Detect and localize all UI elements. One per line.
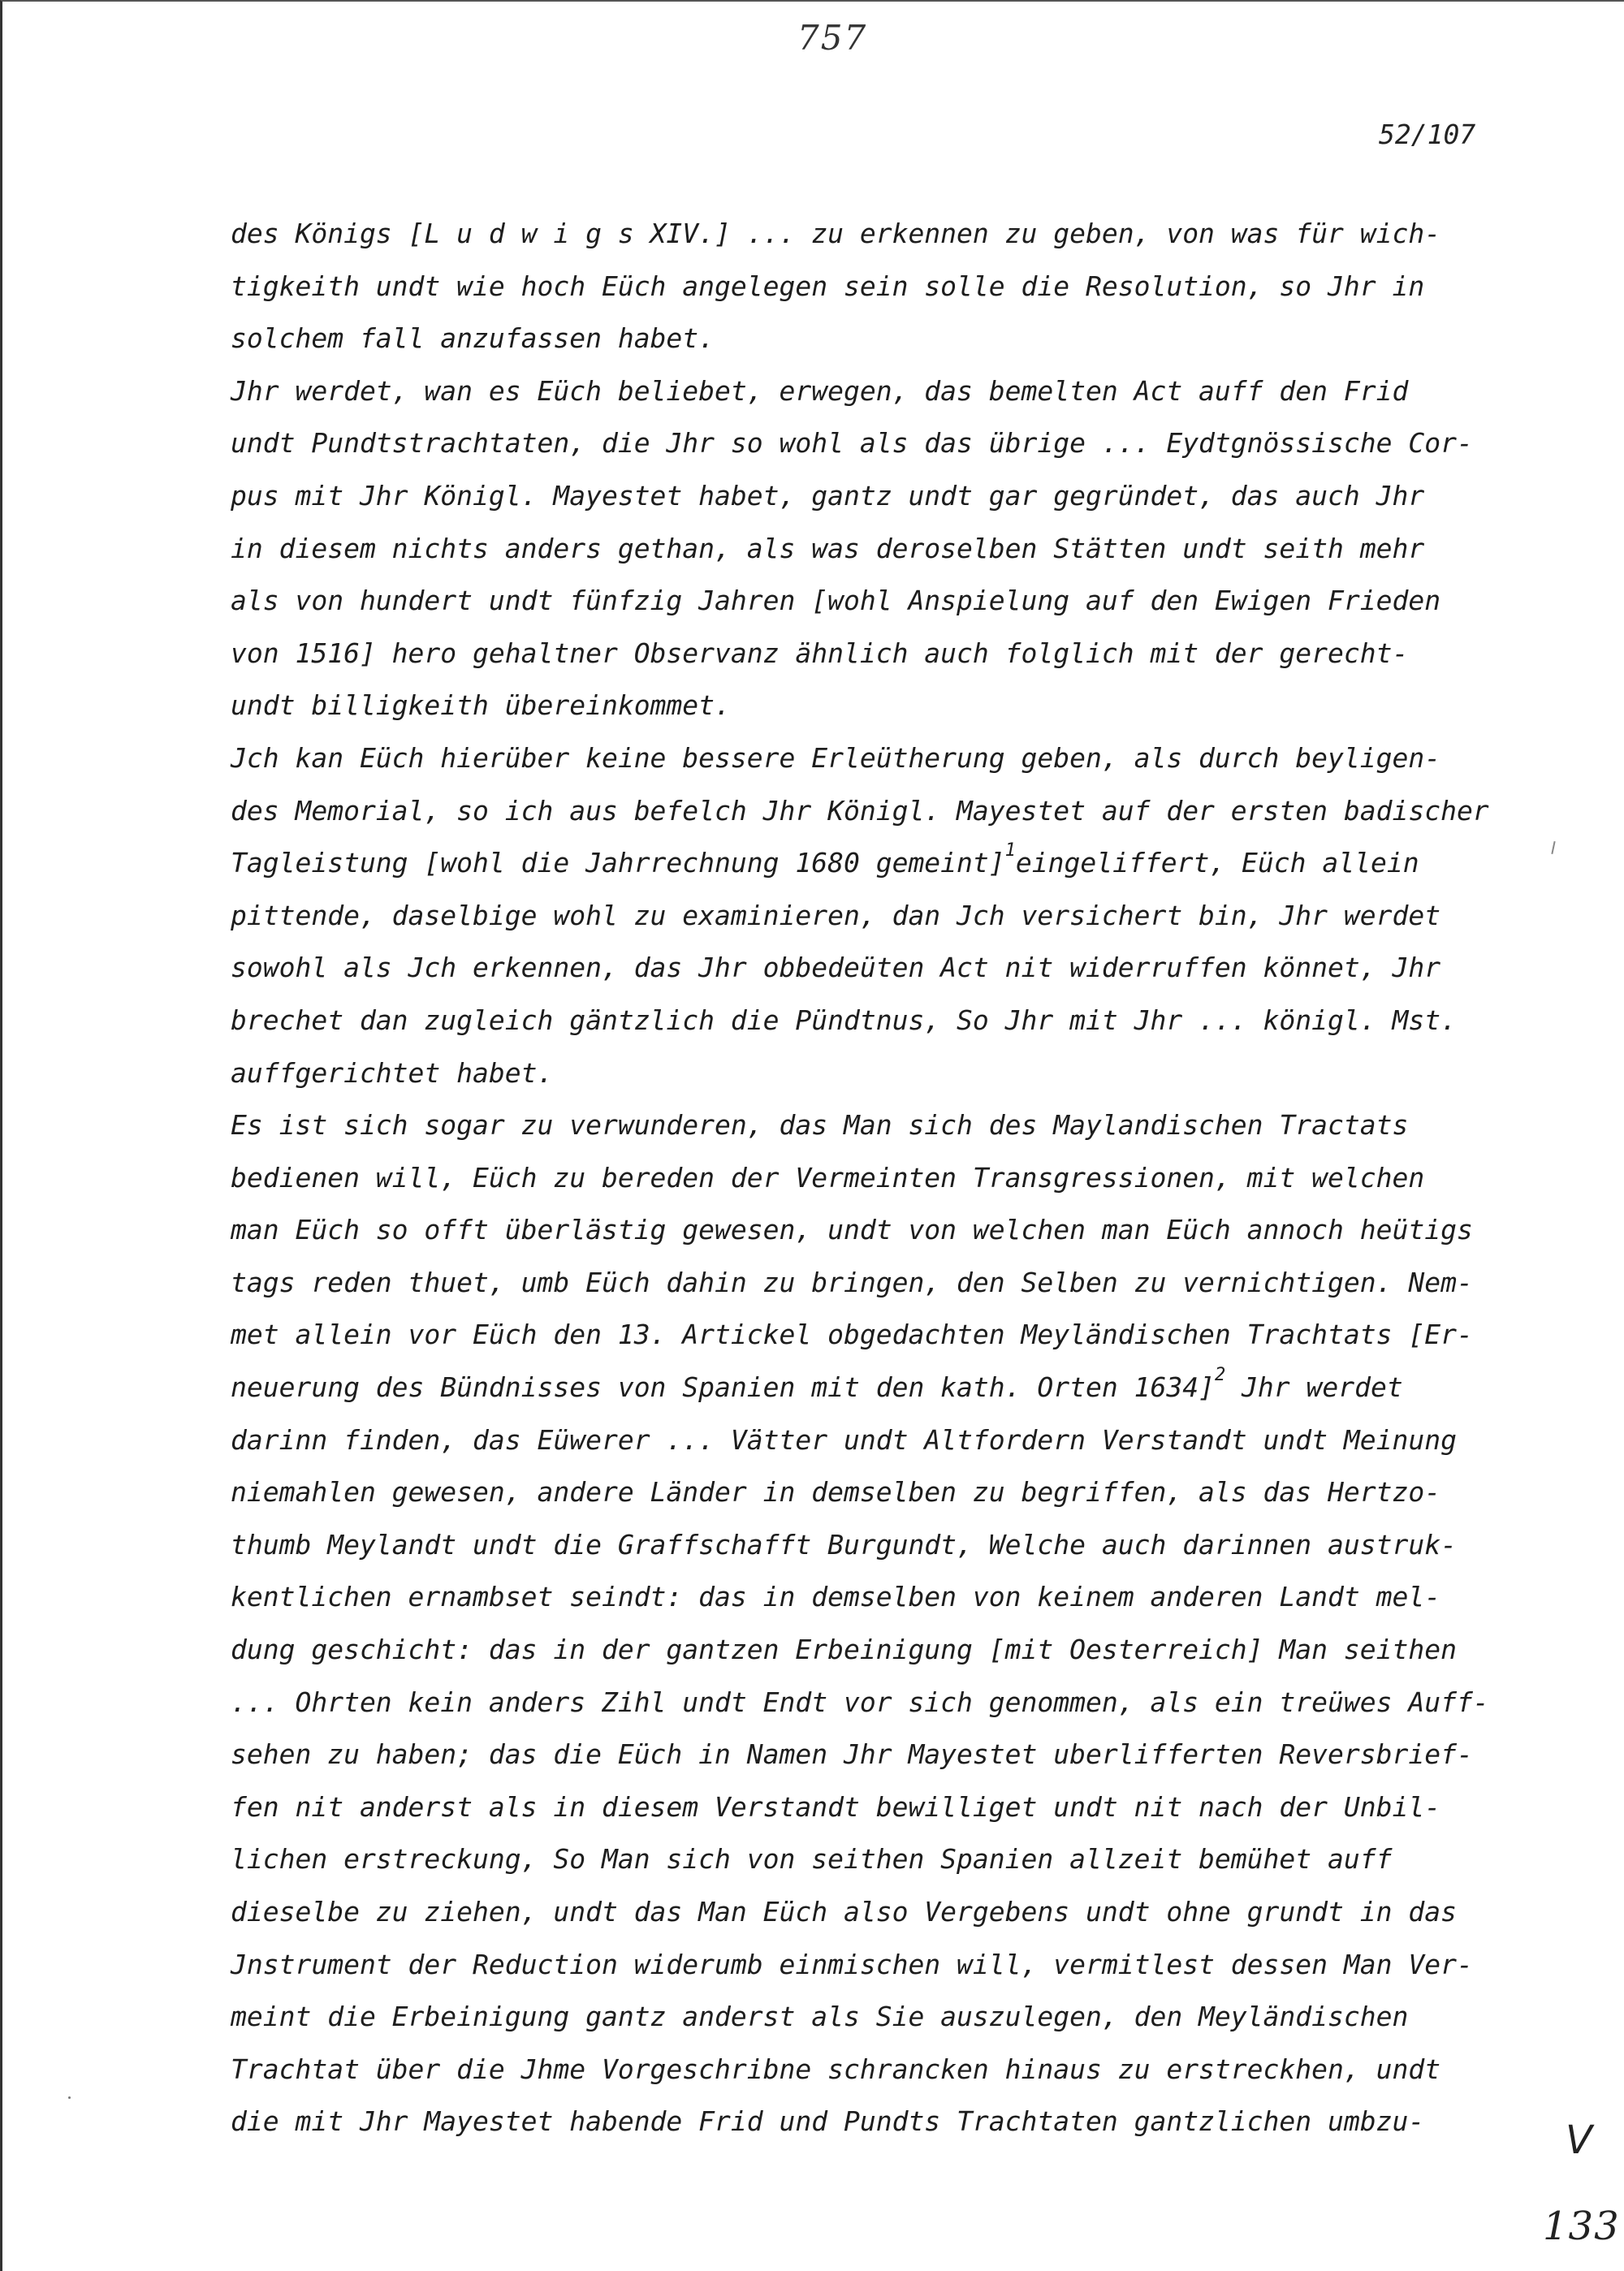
text-line-with-footnote [231,1362,1497,1414]
text-line: Jch kan Eüch hierüber keine bessere Erleütherung geben, als durch beyligen- [231,741,1441,774]
text-segment: Tagleistung [wohl die Jahrrechnung 1680 gemeint] [231,847,1005,879]
text-segment: neuerung des Bündnisses von Spanien mit den kath. Orten 1634] [231,1371,1215,1404]
text-line: dung geschicht: das in der gantzen Erbeinigung [mit Oesterreich] Man seithen [231,1634,1457,1666]
page-reference: 52/107 [1379,119,1476,150]
document-body [231,208,1497,2148]
text-line: lichen erstreckung, So Man sich von seithen Spanien allzeit bemühet auff [231,1843,1393,1876]
text-line: als von hundert undt fünfzig Jahren [wohl Anspielung auf den Ewigen Frieden [231,585,1441,617]
text-line: kentlichen ernambset seindt: das in demselben von keinem anderen Landt mel- [231,1581,1441,1613]
text-line: pus mit Jhr Königl. Mayestet habet, gantz undt gar gegründet, das auch Jhr [231,479,1425,512]
text-line: Jhr werdet, wan es Eüch beliebet, erwegen, das bemelten Act auff den Frid [231,374,1409,407]
text-line: tags reden thuet, umb Eüch dahin zu bringen, den Selben zu vernichtigen. Nem- [231,1266,1473,1298]
text-line: undt Pundtstrachtaten, die Jhr so wohl als das übrige ... Eydtgnössische Cor- [231,427,1473,460]
handwritten-archive-number: 133 [1543,2204,1620,2249]
text-line: sehen zu haben; das die Eüch in Namen Jhr Mayestet uberlifferten Reversbrief- [231,1738,1473,1771]
text-line: des Königs [L u d w i g s XIV.] ... zu erkennen zu geben, von was für wich- [231,218,1441,249]
text-line: tigkeith undt wie hoch Eüch angelegen sein solle die Resolution, so Jhr in [231,270,1425,302]
stamp-number: 757 [797,18,868,58]
footnote-marker: 1 [1004,840,1016,861]
text-line: in diesem nichts anders gethan, als was deroselben Stätten undt seith mehr [231,532,1425,564]
text-line: sowohl als Jch erkennen, das Jhr obbedeüten Act nit widerruffen könnet, Jhr [231,952,1441,984]
margin-dot [68,2096,71,2099]
handwritten-checkmark: V [1566,2118,1592,2163]
text-line-with-footnote [231,837,1497,890]
text-line: darinn finden, das Eüwerer ... Vätter undt Altfordern Verstandt undt Meinung [231,1423,1457,1456]
text-line: die mit Jhr Mayestet habende Frid und Pundts Trachtaten gantzlichen umbzu- [231,2105,1425,2138]
text-line: von 1516] hero gehaltner Observanz ähnlich auch folglich mit der gerecht- [231,637,1409,669]
footnote-marker: 2 [1214,1365,1226,1386]
text-line: niemahlen gewesen, andere Länder in demselben zu begriffen, als das Hertzo- [231,1476,1441,1509]
text-line: brechet dan zugleich gäntzlich die Pündtnus, So Jhr mit Jhr ... königl. Mst. [231,1004,1457,1036]
text-line: bedienen will, Eüch zu bereden der Vermeinten Transgressionen, mit welchen [231,1161,1425,1194]
text-segment: Jhr werdet [1225,1371,1403,1404]
text-line: dieselbe zu ziehen, undt das Man Eüch also Vergebens undt ohne grundt in das [231,1896,1457,1928]
text-line: Jnstrument der Reduction widerumb einmischen will, vermitlest dessen Man Ver- [231,1948,1473,1980]
text-line: des Memorial, so ich aus befelch Jhr Königl. Mayestet auf der ersten badischer [231,794,1489,827]
text-line: undt billigkeith übereinkommet. [231,689,731,722]
text-line: met allein vor Eüch den 13. Artickel obgedachten Meyländischen Trachtats [Er- [231,1319,1473,1351]
text-segment: eingeliffert, Eüch allein [1015,847,1419,879]
text-line: auffgerichtet habet. [231,1056,554,1089]
text-line: meint die Erbeinigung gantz anderst als Sie auszulegen, den Meyländischen [231,2001,1409,2033]
text-line: Es ist sich sogar zu verwunderen, das Man sich des Maylandischen Tractats [231,1109,1409,1142]
text-line: man Eüch so offt überlästig gewesen, undt von welchen man Eüch annoch heütigs [231,1214,1473,1246]
text-line: Trachtat über die Jhme Vorgeschribne schrancken hinaus zu erstreckhen, undt [231,2053,1441,2085]
text-line: fen nit anderst als in diesem Verstandt bewilliget undt nit nach der Unbil- [231,1790,1441,1823]
text-line: ... Ohrten kein anders Zihl undt Endt vor sich genommen, als ein treüwes Auff- [231,1686,1489,1718]
text-line: thumb Meylandt undt die Graffschafft Burgundt, Welche auch darinnen austruk- [231,1528,1457,1561]
text-line: solchem fall anzufassen habet. [231,322,715,355]
text-line: pittende, daselbige wohl zu examinieren, dan Jch versichert bin, Jhr werdet [231,899,1441,931]
